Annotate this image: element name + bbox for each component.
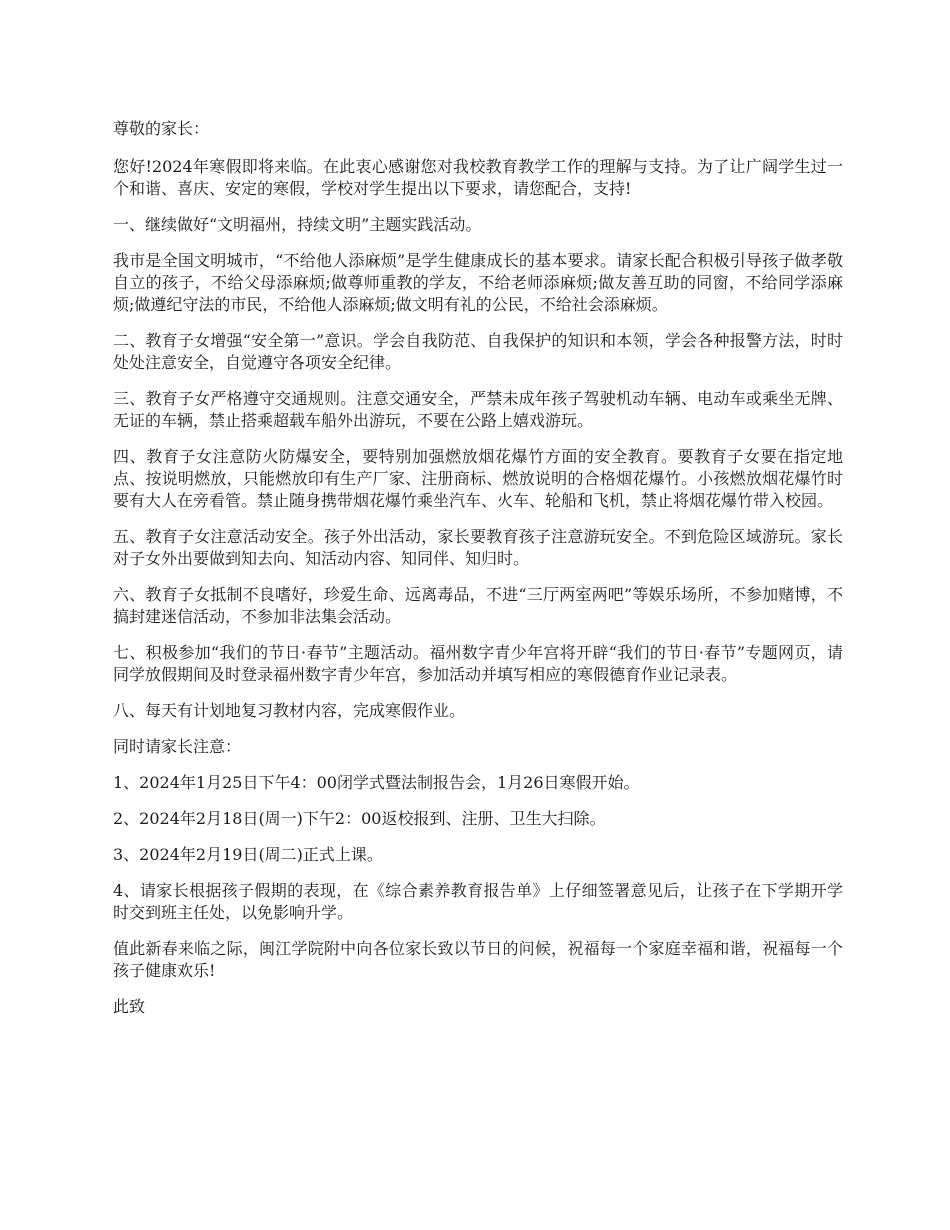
notice-intro: 同时请家长注意： — [113, 737, 242, 756]
salutation: 尊敬的家长： — [113, 119, 210, 138]
letter-body — [113, 118, 843, 1032]
item-2: 二、教育子女增强“安全第一”意识。学会自我防范、自我保护的知识和本领，学会各种报警方法，时时处处注意安全，自觉遵守各项安全纪律。 — [113, 331, 843, 372]
item-4: 四、教育子女注意防火防爆安全，要特别加强燃放烟花爆竹方面的安全教育。要教育子女要在指定地点、按说明燃放，只能燃放印有生产厂家、注册商标、燃放说明的合格烟花爆竹。小孩燃放烟花爆竹时要有大人在旁看管。禁止随身携带烟花爆竹乘坐汽车、火车、轮船和飞机，禁止将烟花爆竹带入校园。 — [113, 447, 843, 510]
notice-1: 1、2024年1月25日下午4：00闭学式暨法制报告会，1月26日寒假开始。 — [113, 773, 640, 792]
notice-3: 3、2024年2月19日(周二)正式上课。 — [113, 845, 383, 864]
item-8: 八、每天有计划地复习教材内容，完成寒假作业。 — [113, 701, 466, 720]
item-1-title: 一、继续做好“文明福州，持续文明”主题实践活动。 — [113, 215, 482, 234]
notice-4: 4、请家长根据孩子假期的表现，在《综合素养教育报告单》上仔细签署意见后，让孩子在下学期开学时交到班主任处，以免影响升学。 — [113, 881, 843, 922]
sign-off: 此致 — [113, 997, 146, 1016]
notice-2: 2、2024年2月18日(周一)下午2：00返校报到、注册、卫生大扫除。 — [113, 809, 606, 828]
item-1-body: 我市是全国文明城市，“不给他人添麻烦”是学生健康成长的基本要求。请家长配合积极引导孩子做孝敬自立的孩子，不给父母添麻烦;做尊师重教的学友，不给老师添麻烦;做友善互助的同窗，不给同学添麻烦;做遵纪守法的市民，不给他人添麻烦;做文明有礼的公民，不给社会添麻烦。 — [113, 251, 843, 314]
item-7: 七、积极参加“我们的节日·春节”主题活动。福州数字青少年宫将开辟“我们的节日·春节”专题网页，请同学放假期间及时登录福州数字青少年宫，参加活动并填写相应的寒假德育作业记录表。 — [113, 643, 843, 684]
intro-paragraph: 您好!2024年寒假即将来临。在此衷心感谢您对我校教育教学工作的理解与支持。为了让广阔学生过一个和谐、喜庆、安定的寒假，学校对学生提出以下要求，请您配合，支持! — [113, 157, 843, 198]
item-3: 三、教育子女严格遵守交通规则。注意交通安全，严禁未成年孩子驾驶机动车辆、电动车或乘坐无牌、无证的车辆，禁止搭乘超载车船外出游玩，不要在公路上嬉戏游玩。 — [113, 389, 843, 430]
item-6: 六、教育子女抵制不良嗜好，珍爱生命、远离毒品，不进“三厅两室两吧”等娱乐场所，不参加赌博，不搞封建迷信活动，不参加非法集会活动。 — [113, 585, 843, 626]
closing-paragraph: 值此新春来临之际，闽江学院附中向各位家长致以节日的问候，祝福每一个家庭幸福和谐，祝福每一个孩子健康欢乐! — [113, 939, 843, 980]
item-5: 五、教育子女注意活动安全。孩子外出活动，家长要教育孩子注意游玩安全。不到危险区域游玩。家长对子女外出要做到知去向、知活动内容、知同伴、知归时。 — [113, 527, 843, 568]
